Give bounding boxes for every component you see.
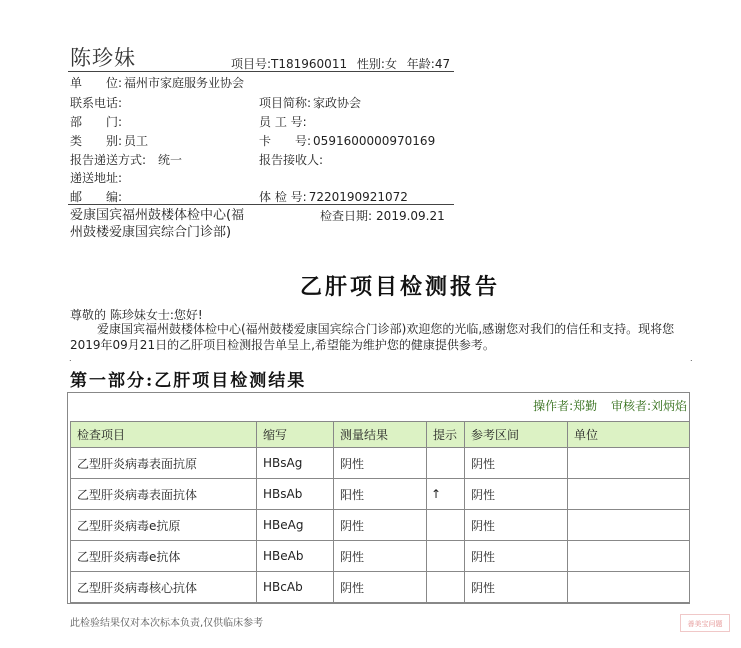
delivery-value: 统一 bbox=[158, 153, 183, 167]
contact-row bbox=[70, 94, 122, 111]
header-result: 测量结果 bbox=[334, 422, 427, 448]
receiver-row bbox=[259, 151, 323, 168]
card-label: 卡 号: bbox=[259, 134, 312, 148]
delivery-row bbox=[70, 151, 182, 168]
center-name: 爱康国宾福州鼓楼体检中心(福州鼓楼爱康国宾综合门诊部) bbox=[70, 208, 245, 240]
cell-unit bbox=[568, 541, 690, 572]
cell-hint bbox=[427, 510, 465, 541]
gender: 性别:女 bbox=[356, 57, 397, 71]
right-dot: . bbox=[690, 354, 693, 363]
age: 年龄:47 bbox=[406, 57, 451, 71]
postcode-row bbox=[70, 188, 122, 205]
cell-unit bbox=[568, 448, 690, 479]
cell-unit bbox=[568, 510, 690, 541]
cell-abbr: HBeAg bbox=[257, 510, 334, 541]
table-row bbox=[71, 448, 690, 479]
unit-label: 单 位: bbox=[70, 76, 123, 90]
header-item: 检查项目 bbox=[71, 422, 257, 448]
intro-paragraph: 爱康国宾福州鼓楼体检中心(福州鼓楼爱康国宾综合门诊部)欢迎您的光临,感谢您对我们的信任和支持。现将您2019年09月21日的乙肝项目检测报告单呈上,希望能为维护您的健康提供参考。 bbox=[70, 322, 675, 352]
greeting: 尊敬的 陈珍妹女士:您好! bbox=[70, 308, 203, 322]
table-row bbox=[71, 479, 690, 510]
cell-abbr: HBsAb bbox=[257, 479, 334, 510]
cell-abbr: HBeAb bbox=[257, 541, 334, 572]
exam-no-value: 7220190921072 bbox=[308, 190, 408, 204]
cell-result: 阴性 bbox=[334, 448, 427, 479]
cell-abbr: HBsAg bbox=[257, 448, 334, 479]
address-row bbox=[70, 169, 122, 186]
header-reference: 参考区间 bbox=[465, 422, 568, 448]
unit-row bbox=[70, 74, 244, 91]
cell-hint bbox=[427, 541, 465, 572]
cell-item: 乙型肝炎病毒核心抗体 bbox=[71, 572, 257, 603]
receiver-label: 报告接收人: bbox=[259, 153, 324, 167]
patient-id-line bbox=[231, 55, 456, 72]
dept-label: 部 门: bbox=[70, 115, 123, 129]
cell-reference: 阴性 bbox=[465, 479, 568, 510]
header-hint: 提示 bbox=[427, 422, 465, 448]
cell-hint: ↑ bbox=[427, 479, 465, 510]
disclaimer-note: 此检验结果仅对本次标本负责,仅供临床参考 bbox=[70, 618, 264, 629]
cell-hint bbox=[427, 448, 465, 479]
postcode-label: 邮 编: bbox=[70, 190, 123, 204]
staff-no-row bbox=[259, 113, 307, 130]
cell-result: 阴性 bbox=[334, 572, 427, 603]
project-abbr-row bbox=[259, 94, 361, 111]
exam-no-row bbox=[259, 188, 408, 205]
cell-item: 乙型肝炎病毒e抗体 bbox=[71, 541, 257, 572]
cell-result: 阴性 bbox=[334, 541, 427, 572]
table-row bbox=[71, 541, 690, 572]
cell-reference: 阴性 bbox=[465, 572, 568, 603]
address-label: 递送地址: bbox=[70, 171, 123, 185]
dept-row bbox=[70, 113, 122, 130]
header-abbr: 缩写 bbox=[257, 422, 334, 448]
table-header-row bbox=[71, 422, 690, 448]
exam-no-label: 体 检 号: bbox=[259, 190, 307, 204]
report-title: 乙肝项目检测报告 bbox=[299, 274, 500, 300]
cell-result: 阴性 bbox=[334, 510, 427, 541]
header-unit: 单位 bbox=[568, 422, 690, 448]
cell-reference: 阴性 bbox=[465, 541, 568, 572]
cell-item: 乙型肝炎病毒表面抗体 bbox=[71, 479, 257, 510]
category-label: 类 别: bbox=[70, 134, 123, 148]
cell-hint bbox=[427, 572, 465, 603]
cell-abbr: HBcAb bbox=[257, 572, 334, 603]
project-abbr-label: 项目简称: bbox=[259, 96, 312, 110]
check-date bbox=[320, 207, 445, 224]
section-title: 第一部分:乙肝项目检测结果 bbox=[70, 371, 307, 391]
operator: 操作者:郑勤 bbox=[533, 399, 598, 413]
contact-label: 联系电话: bbox=[70, 96, 123, 110]
staff-no-label: 员 工 号: bbox=[259, 115, 307, 129]
table-row bbox=[71, 510, 690, 541]
check-date-value: 2019.09.21 bbox=[376, 209, 445, 223]
left-dot: . bbox=[69, 354, 72, 363]
info-divider bbox=[68, 204, 454, 205]
cell-reference: 阴性 bbox=[465, 510, 568, 541]
table-row bbox=[71, 572, 690, 603]
operators-line bbox=[67, 397, 687, 414]
cell-unit bbox=[568, 479, 690, 510]
card-row bbox=[259, 132, 435, 149]
delivery-label: 报告递送方式: bbox=[70, 153, 147, 167]
cell-item: 乙型肝炎病毒表面抗原 bbox=[71, 448, 257, 479]
unit-value: 福州市家庭服务业协会 bbox=[124, 76, 245, 90]
cell-result: 阳性 bbox=[334, 479, 427, 510]
cell-reference: 阴性 bbox=[465, 448, 568, 479]
project-number: 项目号:T181960011 bbox=[231, 57, 348, 71]
category-row bbox=[70, 132, 148, 149]
check-date-label: 检查日期: bbox=[320, 209, 373, 223]
reviewer: 审核者:刘炳焰 bbox=[610, 399, 687, 413]
category-value: 员工 bbox=[124, 134, 149, 148]
cell-item: 乙型肝炎病毒e抗原 bbox=[71, 510, 257, 541]
card-value: 0591600000970169 bbox=[313, 134, 436, 148]
watermark-logo: 善美宝问题 bbox=[680, 614, 730, 632]
cell-unit bbox=[568, 572, 690, 603]
project-abbr-value: 家政协会 bbox=[313, 96, 362, 110]
results-table bbox=[70, 421, 690, 603]
header-divider bbox=[68, 71, 454, 72]
patient-name: 陈珍妹 bbox=[70, 46, 136, 70]
